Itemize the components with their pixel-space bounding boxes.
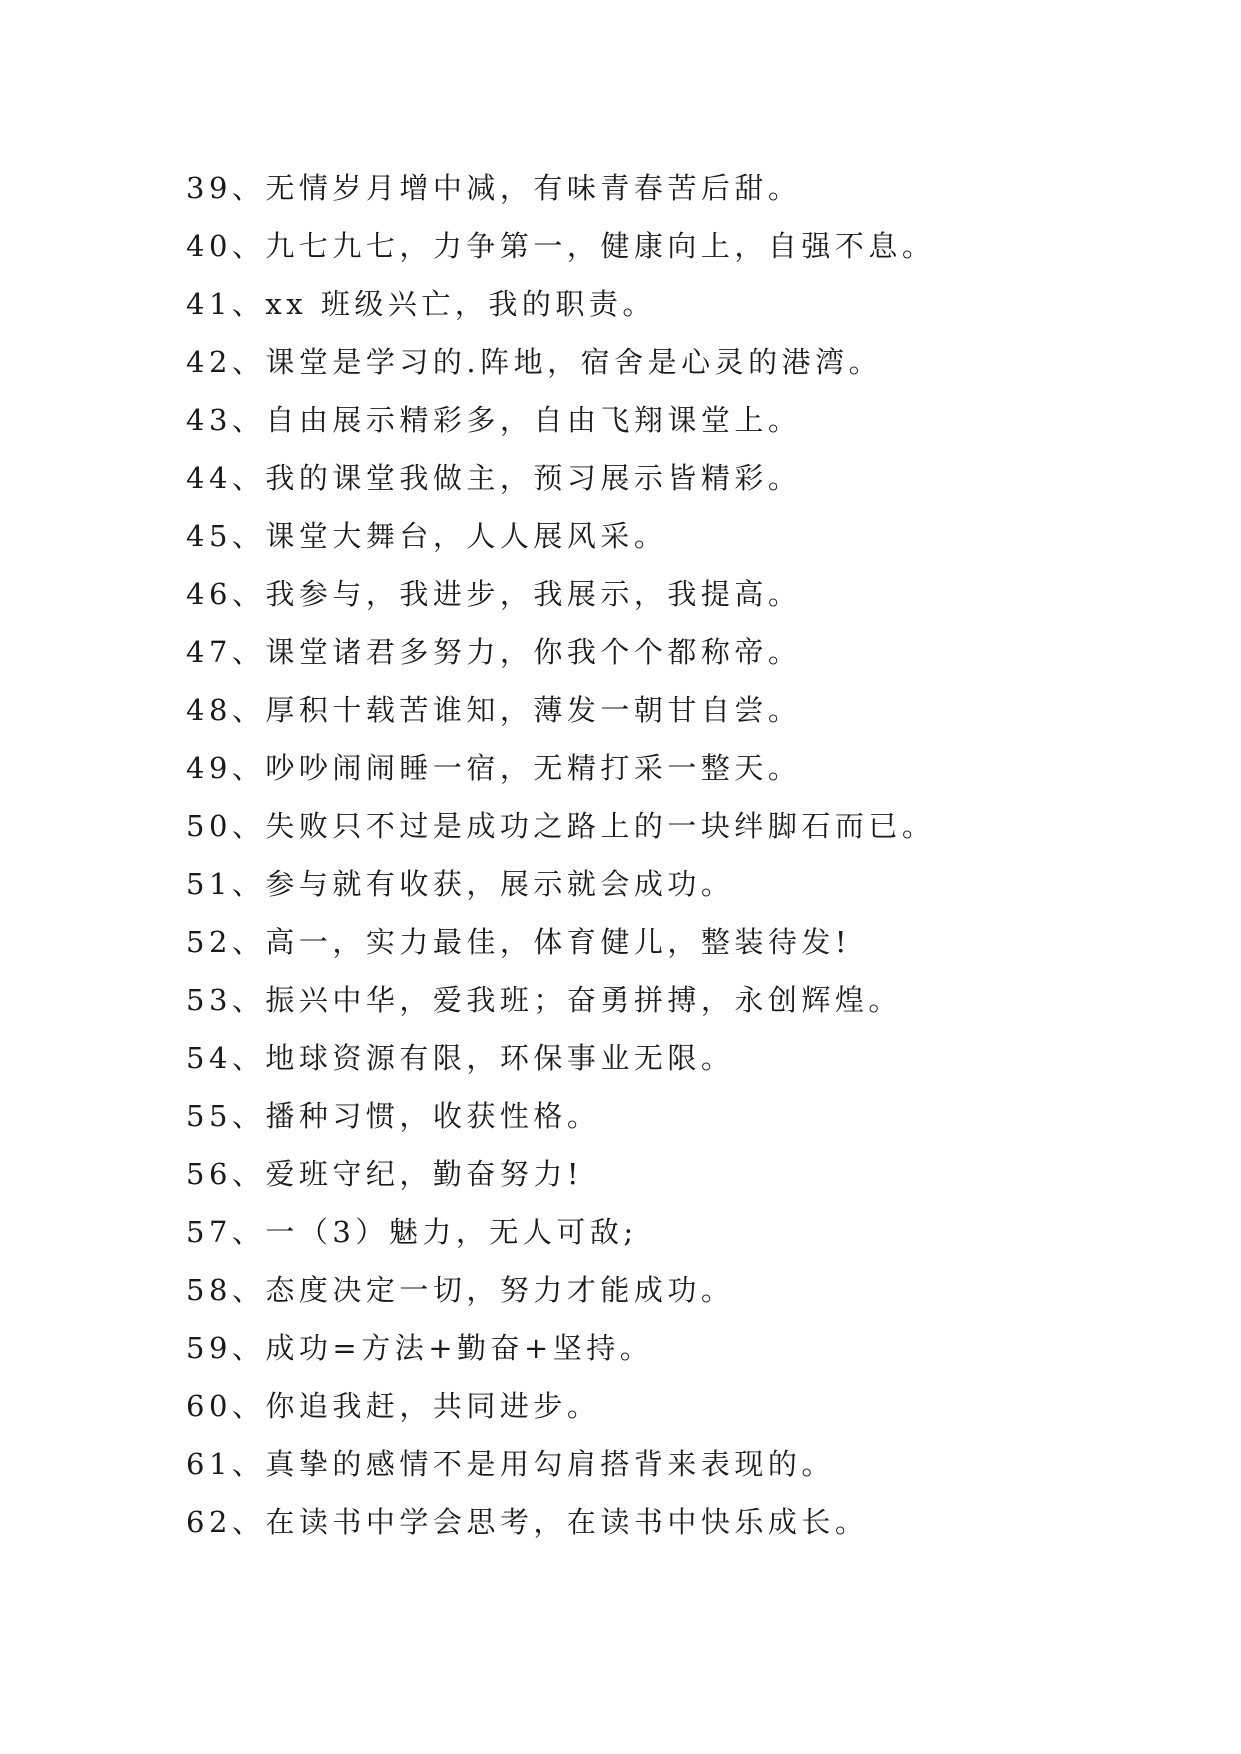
- slogan-line-50: 50、失败只不过是成功之路上的一块绊脚石而已。: [186, 809, 936, 843]
- slogan-line-55: 55、播种习惯，收获性格。: [186, 1099, 601, 1133]
- slogan-line-58: 58、态度决定一切，努力才能成功。: [186, 1273, 735, 1307]
- slogan-line-45: 45、课堂大舞台，人人展风采。: [186, 519, 668, 553]
- slogan-line-52: 52、高一，实力最佳，体育健儿，整装待发!: [186, 925, 852, 959]
- slogan-line-61: 61、真挚的感情不是用勾肩搭背来表现的。: [186, 1447, 835, 1481]
- slogan-line-59: 59、成功=方法+勤奋+坚持。: [186, 1331, 654, 1365]
- slogan-line-48: 48、厚积十载苦谁知，薄发一朝甘自尝。: [186, 693, 802, 727]
- slogan-line-41: 41、xx 班级兴亡，我的职责。: [186, 287, 656, 321]
- slogan-line-40: 40、九七九七，力争第一，健康向上，自强不息。: [186, 229, 936, 263]
- slogan-line-56: 56、爱班守纪，勤奋努力!: [186, 1157, 584, 1191]
- slogan-line-53: 53、振兴中华，爱我班；奋勇拼搏，永创辉煌。: [186, 983, 902, 1017]
- slogan-line-47: 47、课堂诸君多努力，你我个个都称帝。: [186, 635, 802, 669]
- slogan-line-51: 51、参与就有收获，展示就会成功。: [186, 867, 735, 901]
- slogan-line-44: 44、我的课堂我做主，预习展示皆精彩。: [186, 461, 802, 495]
- slogan-line-49: 49、吵吵闹闹睡一宿，无精打采一整天。: [186, 751, 802, 785]
- slogan-line-60: 60、你追我赶，共同进步。: [186, 1389, 601, 1423]
- slogan-line-46: 46、我参与，我进步，我展示，我提高。: [186, 577, 802, 611]
- slogan-line-54: 54、地球资源有限，环保事业无限。: [186, 1041, 735, 1075]
- slogan-line-42: 42、课堂是学习的.阵地，宿舍是心灵的港湾。: [186, 345, 883, 379]
- slogan-line-39: 39、无情岁月增中减，有味青春苦后甜。: [186, 171, 802, 205]
- slogan-line-57: 57、一（3）魅力，无人可敌;: [186, 1215, 638, 1249]
- slogan-line-62: 62、在读书中学会思考，在读书中快乐成长。: [186, 1505, 869, 1539]
- slogan-line-43: 43、自由展示精彩多，自由飞翔课堂上。: [186, 403, 802, 437]
- slogan-list: [186, 159, 1166, 1551]
